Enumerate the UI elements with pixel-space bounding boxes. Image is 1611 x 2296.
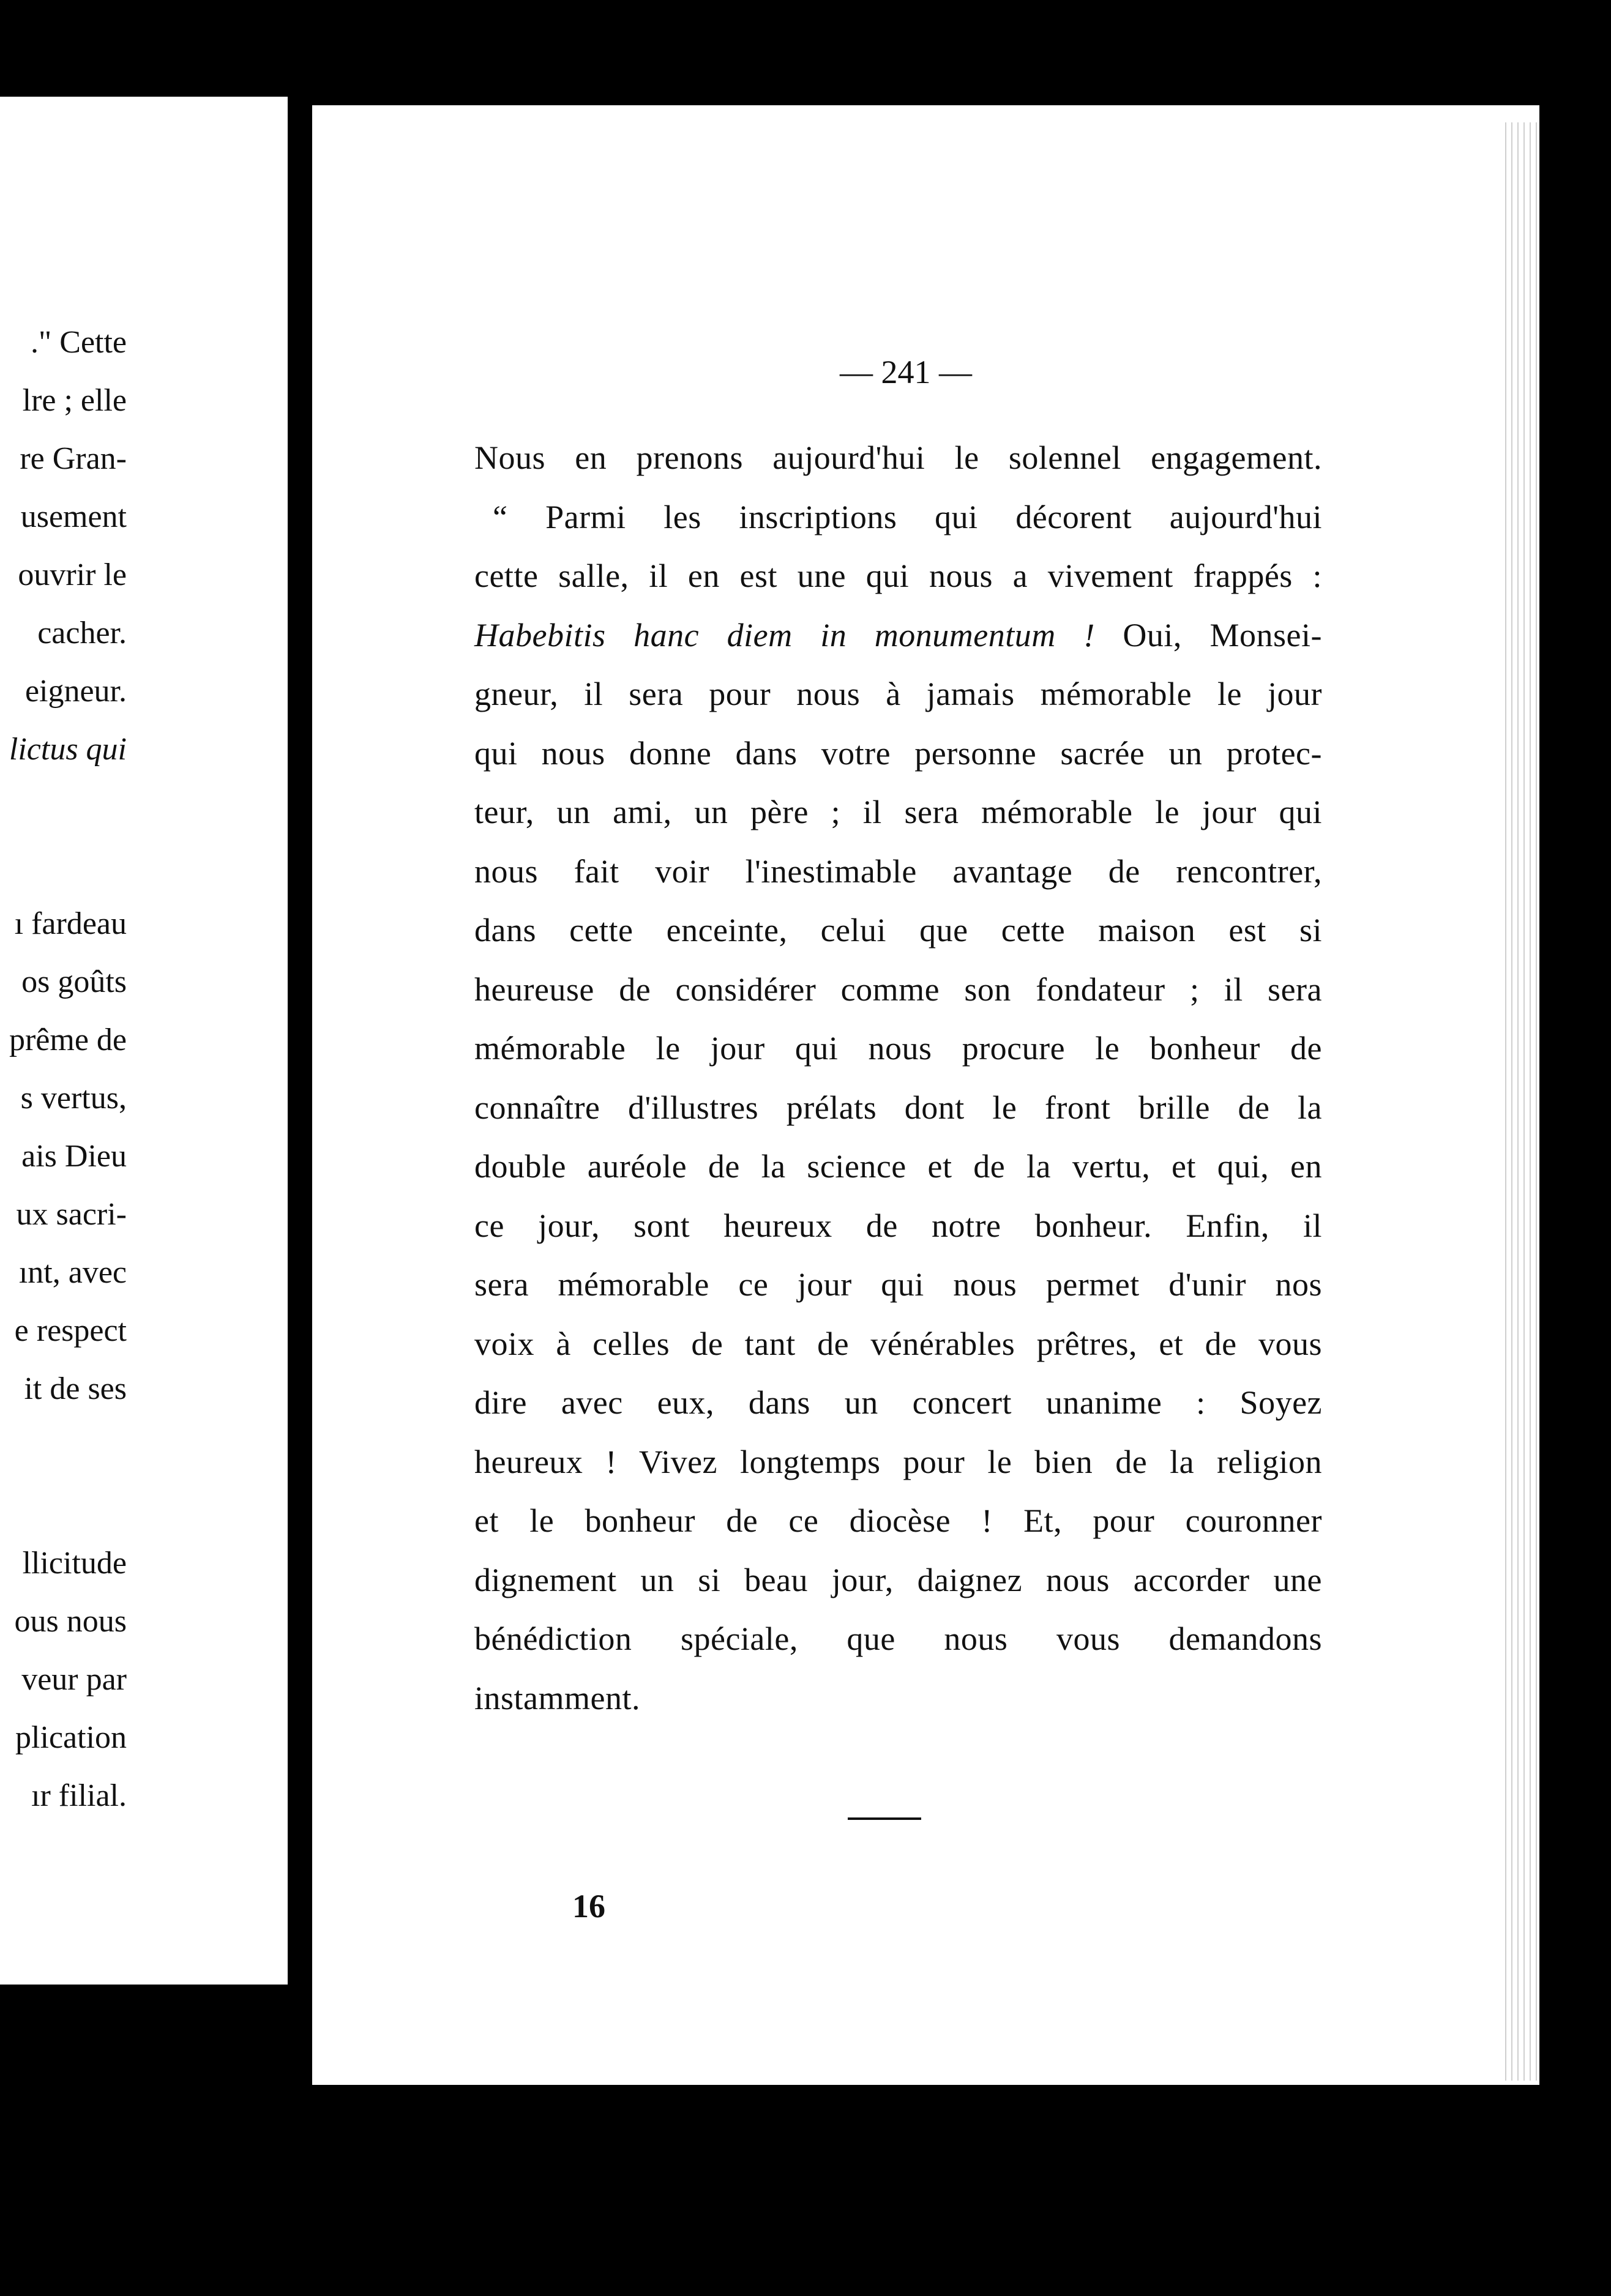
signature-mark: 16 xyxy=(572,1888,605,1925)
body-line: “ Parmi les inscriptions qui décorent aujourd'hui xyxy=(493,498,1322,535)
body-line: dire avec eux, dans un concert unanime : Soyez xyxy=(474,1384,1322,1421)
page-number-header: — 241 — xyxy=(840,354,972,390)
body-line: bénédiction spéciale, que nous vous demandons xyxy=(474,1620,1322,1657)
previous-page-line: ı fardeau xyxy=(14,906,127,941)
body-line: dans cette enceinte, celui que cette maison est si xyxy=(474,912,1322,949)
previous-page-line: prême de xyxy=(9,1023,127,1057)
previous-page-line: os goûts xyxy=(21,964,127,999)
body-line: Nous en prenons aujourd'hui le solennel engagement. xyxy=(474,439,1322,476)
body-line xyxy=(474,606,1322,665)
body-line: qui nous donne dans votre personne sacrée un protec- xyxy=(474,734,1322,772)
previous-page-line: lictus qui xyxy=(9,732,127,767)
previous-page-line: ." Cette xyxy=(31,325,127,360)
body-line: voix à celles de tant de vénérables prêtres, et de vous xyxy=(474,1325,1322,1362)
body-line: heureux ! Vivez longtemps pour le bien de la religion xyxy=(474,1443,1322,1480)
body-line: double auréole de la science et de la vertu, et qui, en xyxy=(474,1148,1322,1185)
body-line: mémorable le jour qui nous procure le bonheur de xyxy=(474,1030,1322,1067)
body-line: connaître d'illustres prélats dont le front brille de la xyxy=(474,1089,1322,1126)
body-line: ce jour, sont heureux de notre bonheur. Enfin, il xyxy=(474,1207,1322,1244)
previous-page-line: ais Dieu xyxy=(21,1139,127,1174)
previous-page-line: it de ses xyxy=(24,1371,127,1406)
body-line: gneur, il sera pour nous à jamais mémorable le jour xyxy=(474,676,1322,712)
previous-page-line: ouvrir le xyxy=(18,557,127,592)
previous-page-line: ınt, avec xyxy=(18,1255,127,1290)
body-line: sera mémorable ce jour qui nous permet d'unir nos xyxy=(474,1266,1322,1303)
previous-page-line: usement xyxy=(20,499,127,534)
body-line: instamment. xyxy=(474,1679,640,1716)
body-line: dignement un si beau jour, daignez nous accorder une xyxy=(474,1561,1322,1598)
body-line-remainder: Oui, Monsei- xyxy=(1094,616,1323,654)
previous-page-line: eigneur. xyxy=(24,674,127,709)
previous-page-line: llicitude xyxy=(22,1546,127,1581)
body-line: heureuse de considérer comme son fondateur ; il sera xyxy=(474,971,1322,1008)
previous-page-line: veur par xyxy=(21,1662,127,1697)
previous-page-line: e respect xyxy=(14,1313,127,1348)
previous-page-line: re Gran- xyxy=(20,441,127,476)
body-text xyxy=(474,428,1322,1728)
previous-page-line: ous nous xyxy=(14,1604,127,1639)
previous-page-line: cacher. xyxy=(37,616,127,650)
book-gutter xyxy=(288,92,312,1995)
section-rule xyxy=(848,1817,921,1820)
previous-page-line: ır filial. xyxy=(31,1778,127,1813)
previous-page-fragment xyxy=(0,97,288,1985)
previous-page-line: s vertus, xyxy=(20,1081,127,1116)
body-line: et le bonheur de ce diocèse ! Et, pour couronner xyxy=(474,1502,1322,1539)
page-edges xyxy=(1503,122,1539,2081)
latin-quotation: Habebitis hanc diem in monumentum ! xyxy=(474,616,1095,654)
previous-page-line: plication xyxy=(15,1720,127,1755)
previous-page-line: lre ; elle xyxy=(22,383,127,418)
previous-page-line: ux sacri- xyxy=(16,1197,127,1232)
body-line: nous fait voir l'inestimable avantage de rencontrer, xyxy=(474,852,1322,890)
body-line: cette salle, il en est une qui nous a vivement frappés : xyxy=(474,557,1322,594)
body-line: teur, un ami, un père ; il sera mémorable le jour qui xyxy=(474,794,1322,830)
